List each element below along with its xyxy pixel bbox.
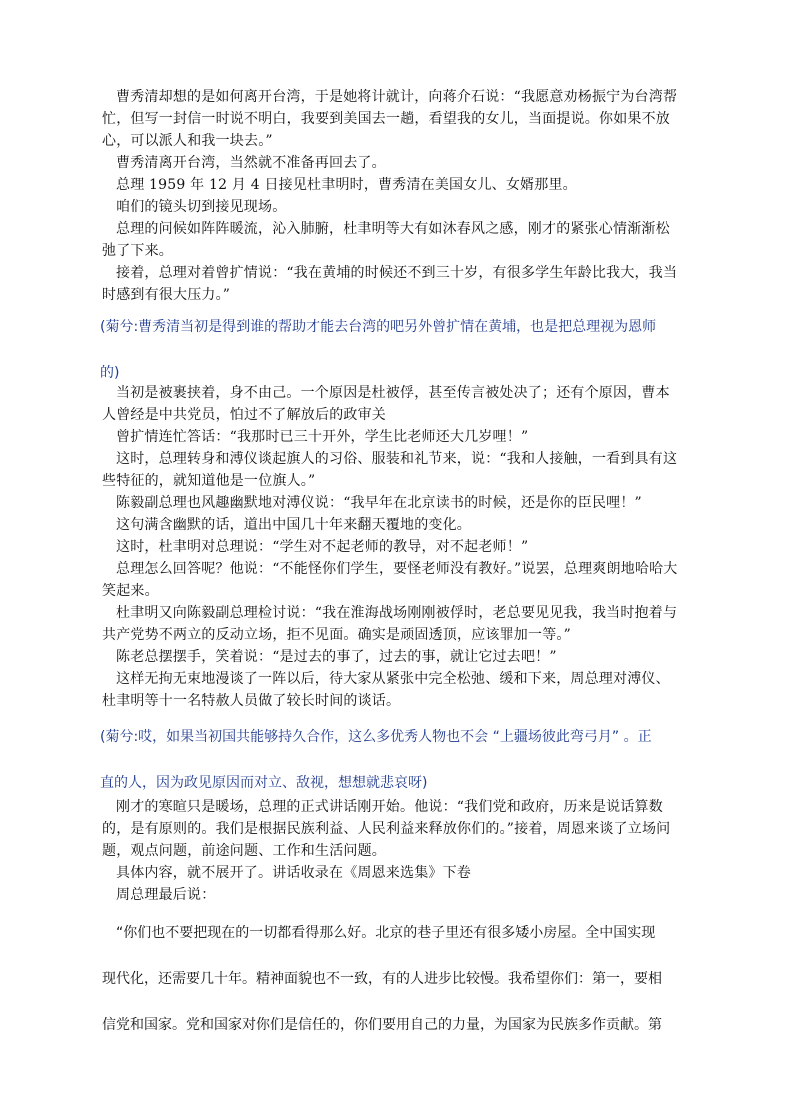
editor-note — [100, 726, 685, 794]
paragraph: 总理 1959 年 12 月 4 日接见杜聿明时，曹秀清在美国女儿、女婿那里。 — [116, 177, 577, 193]
closing-quote — [102, 910, 687, 1048]
paragraph: 陈毅副总理也风趣幽默地对溥仪说：“我早年在北京读书的时候，还是你的臣民哩！” — [116, 495, 642, 511]
paragraph: 这时，杜聿明对总理说：“学生对不起老师的教导，对不起老师！” — [116, 539, 529, 555]
paragraph: 杜聿明又向陈毅副总理检讨说：“我在淮海战场刚刚被俘时，老总要见见我，我当时抱着与共产党势不两立的反动立场，拒不见面。确实是顽固透顶，应该罪加一等。” — [102, 605, 678, 643]
editor-note-line: (菊兮:哎，如果当初国共能够持久合作，这么多优秀人物也不会 “上疆场彼此弯弓月” 。正 — [100, 729, 652, 745]
paragraph: 曹秀清却想的是如何离开台湾，于是她将计就计，向蒋介石说：“我愿意劝杨振宁为台湾帮忙，但写一封信一时说不明白，我要到美国去一趟，看望我的女儿，当面提说。你如果不放心，可以派人和我一块去。” — [102, 89, 678, 149]
paragraph: 这句满含幽默的话，道出中国几十年来翻天覆地的变化。 — [116, 517, 471, 533]
editor-note — [100, 316, 685, 384]
quote-line: 信党和国家。党和国家对你们是信任的，你们要用自己的力量，为国家为民族多作贡献。第 — [102, 1017, 662, 1033]
paragraph: 刚才的寒暄只是暖场，总理的正式讲话刚开始。他说：“我们党和政府，历来是说话算数的，是有原则的。我们是根据民族利益、人民利益来释放你们的。”接着，周恩来谈了立场问题，观点问题，前途问题、工作和生活问题。 — [102, 799, 671, 859]
quote-line: “你们也不要把现在的一切都看得那么好。北京的巷子里还有很多矮小房屋。全中国实现 — [116, 925, 656, 941]
editor-note-line: 直的人，因为政见原因而对立、敌视，想想就悲哀呀) — [100, 775, 428, 791]
paragraph: 总理怎么回答呢？他说：“不能怪你们学生，要怪老师没有教好。”说罢，总理爽朗地哈哈大笑起来。 — [102, 561, 678, 599]
paragraph: 这样无拘无束地漫谈了一阵以后，待大家从紧张中完全松弛、缓和下来，周总理对溥仪、杜聿明等十一名特赦人员做了较长时间的谈话。 — [102, 671, 670, 709]
paragraph: 接着，总理对着曾扩情说：“我在黄埔的时候还不到三十岁，有很多学生年龄比我大，我当时感到有很大压力。” — [102, 265, 678, 303]
paragraph: 咱们的镜头切到接见现场。 — [116, 199, 287, 215]
paragraph: 曹秀清离开台湾，当然就不准备再回去了。 — [116, 155, 386, 171]
paragraph: 陈老总摆摆手，笑着说：“是过去的事了，过去的事，就让它过去吧！” — [116, 649, 557, 665]
paragraph: 这时，总理转身和溥仪谈起旗人的习俗、服装和礼节来，说：“我和人接触，一看到具有这些特征的，就知道他是一位旗人。” — [102, 451, 678, 489]
paragraph: 总理的问候如阵阵暖流，沁入肺腑，杜聿明等大有如沐春风之感，刚才的紧张心情渐渐松弛了下来。 — [102, 221, 670, 259]
paragraph: 周总理最后说： — [116, 887, 216, 903]
quote-line: 现代化，还需要几十年。精神面貌也不一致，有的人进步比较慢。我希望你们：第一，要相 — [102, 971, 662, 987]
paragraph: 当初是被裹挟着，身不由己。一个原因是杜被俘，甚至传言被处决了；还有个原因，曹本人曾经是中共党员，怕过不了解放后的政审关 — [102, 385, 670, 423]
editor-note-line: 的) — [100, 365, 120, 381]
paragraph: 曾扩情连忙答话：“我那时已三十开外，学生比老师还大几岁哩！” — [116, 429, 529, 445]
editor-note-line: (菊兮:曹秀清当初是得到谁的帮助才能去台湾的吧另外曾扩情在黄埔，也是把总理视为恩师 — [100, 319, 657, 335]
paragraph: 具体内容，就不展开了。讲话收录在《周恩来选集》下卷 — [116, 865, 471, 881]
